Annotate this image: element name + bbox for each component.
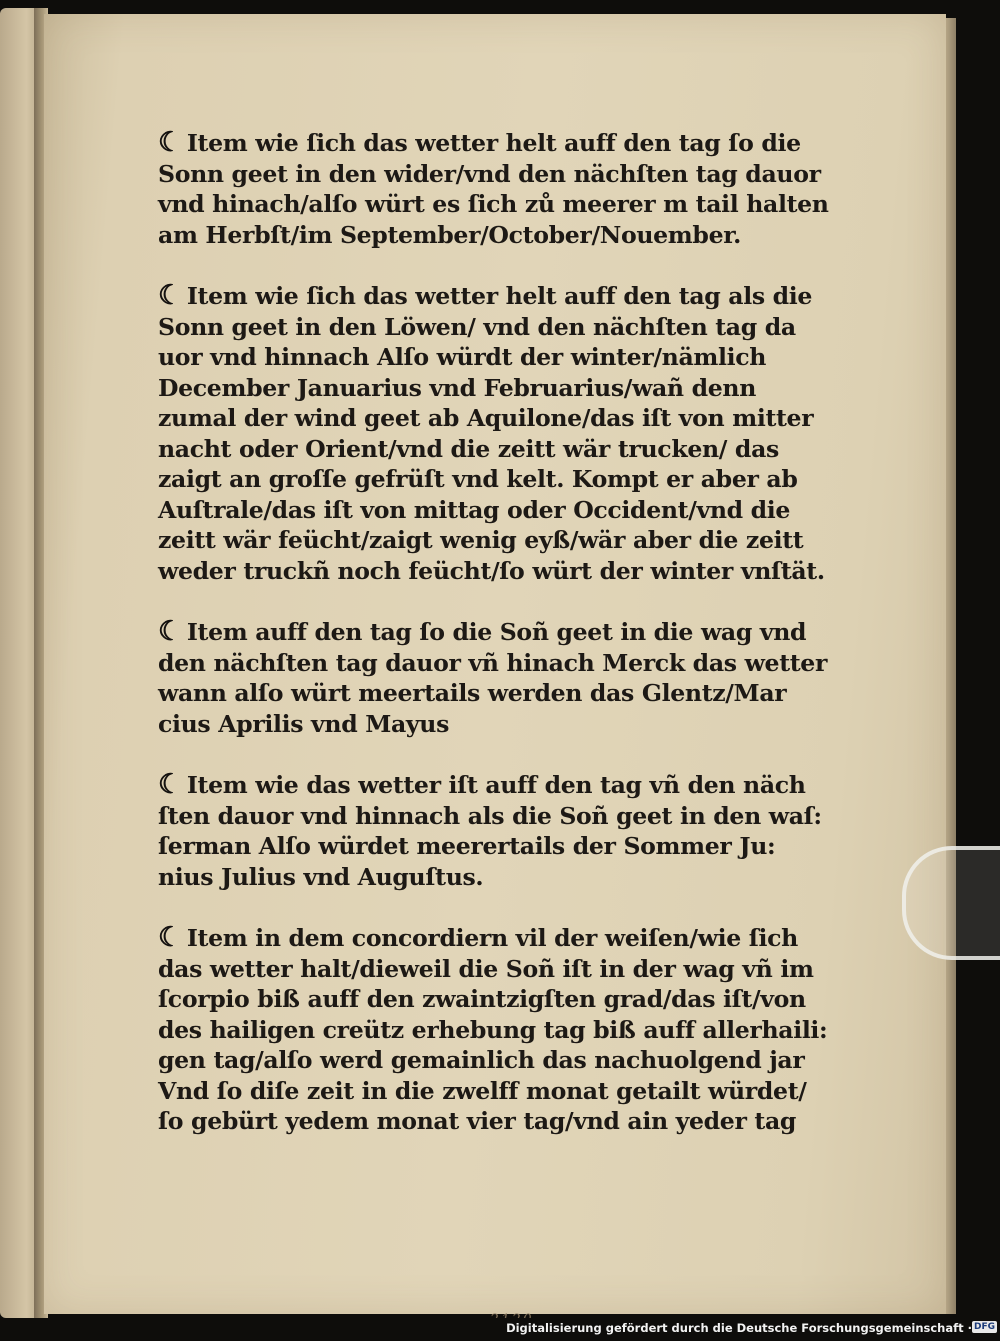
text-line-content: Item auff den tag ſo die Soñ geet in die wag vnd xyxy=(186,618,807,646)
text-line-content: Item wie das wetter iſt auff den tag vñ den näch xyxy=(186,771,806,799)
text-line: zeitt wär feücht/zaigt wenig eyß/wär aber die zeitt xyxy=(158,526,804,554)
text-line: zaigt an groſſe gefrüſt vnd kelt. Kompt er aber ab xyxy=(158,465,798,493)
text-line: zumal der wind geet ab Aquilone/das iſt von mitter xyxy=(158,404,814,432)
text-line: uor vnd hinnach Alſo würdt der winter/nämlich xyxy=(158,343,767,371)
paragraph xyxy=(158,127,829,250)
text-line: vnd hinach/alſo würt es ſich zů meerer m tail halten xyxy=(158,190,829,218)
text-line: December Januarius vnd Februarius/wañ denn xyxy=(158,373,757,402)
text-line: ſten dauor vnd hinnach als die Soñ geet in den waſ: xyxy=(158,801,822,830)
text-line: des hailigen creütz erhebung tag biß auff allerhaili: xyxy=(158,1015,828,1044)
text-line xyxy=(158,127,801,159)
text-line: nacht oder Orient/vnd die zeitt wär trucken/ das xyxy=(158,434,779,463)
text-line: wann alſo würt meertails werden das Glentz/Mar xyxy=(158,679,787,707)
text-line: Vnd ſo diſe zeit in die zwelff monat getailt würdet/ xyxy=(158,1076,807,1105)
text-line: Auſtrale/das iſt von mittag oder Occident/vnd die xyxy=(158,495,791,524)
text-line-content: Item wie ſich das wetter helt auff den tag ſo die xyxy=(186,129,801,157)
text-line xyxy=(158,280,813,312)
text-line: ſo gebürt yedem monat vier tag/vnd ain yeder tag xyxy=(158,1107,797,1135)
paragraph-mark-icon: ☾ xyxy=(158,922,182,953)
text-line: gen tag/alſo werd gemainlich das nachuolgend jar xyxy=(158,1046,805,1074)
paragraph xyxy=(158,922,828,1137)
text-line: cius Aprilis vnd Mayus xyxy=(158,709,450,738)
paragraph xyxy=(158,769,822,892)
paragraph-mark-icon: ☾ xyxy=(158,280,182,311)
paragraph-mark-icon: ☾ xyxy=(158,769,182,800)
text-line: weder truckñ noch feücht/ſo würt der winter vnſtät. xyxy=(158,556,825,585)
text-line: nius Julius vnd Auguſtus. xyxy=(158,862,484,891)
paragraph xyxy=(158,280,825,586)
text-line: das wetter halt/dieweil die Soñ iſt in der wag vñ im xyxy=(158,954,814,983)
dfg-logo: DFG xyxy=(973,1322,995,1332)
page-text xyxy=(158,127,829,1168)
text-line: Sonn geet in den wider/vnd den nächſten tag dauor xyxy=(158,159,821,188)
text-line: ſcorpio biß auff den zwaintzigſten grad/das iſt/von xyxy=(158,985,806,1013)
paragraph-mark-icon: ☾ xyxy=(158,616,182,647)
paragraph-mark-icon: ☾ xyxy=(158,127,182,158)
footer-bar xyxy=(0,1318,1000,1341)
text-line: den nächſten tag dauor vñ hinach Merck das wetter xyxy=(158,648,828,677)
text-line xyxy=(158,616,807,648)
text-line xyxy=(158,769,806,801)
page-edge xyxy=(946,18,956,1314)
paragraph xyxy=(158,616,828,739)
funding-credit: Digitalisierung gefördert durch die Deutsche Forschungsgemeinschaft · xyxy=(506,1321,972,1335)
text-line: Sonn geet in den Löwen/ vnd den nächſten tag da xyxy=(158,312,796,341)
page-clip xyxy=(902,846,1000,960)
text-line-content: Item wie ſich das wetter helt auff den tag als die xyxy=(186,282,813,310)
text-line xyxy=(158,922,798,954)
text-line: ſerman Alſo würdet meerertails der Sommer Ju: xyxy=(158,832,776,860)
text-line-content: Item in dem concordiern vil der weiſen/wie ſich xyxy=(186,924,798,952)
text-line: am Herbſt/im September/October/Nouember. xyxy=(158,220,742,249)
